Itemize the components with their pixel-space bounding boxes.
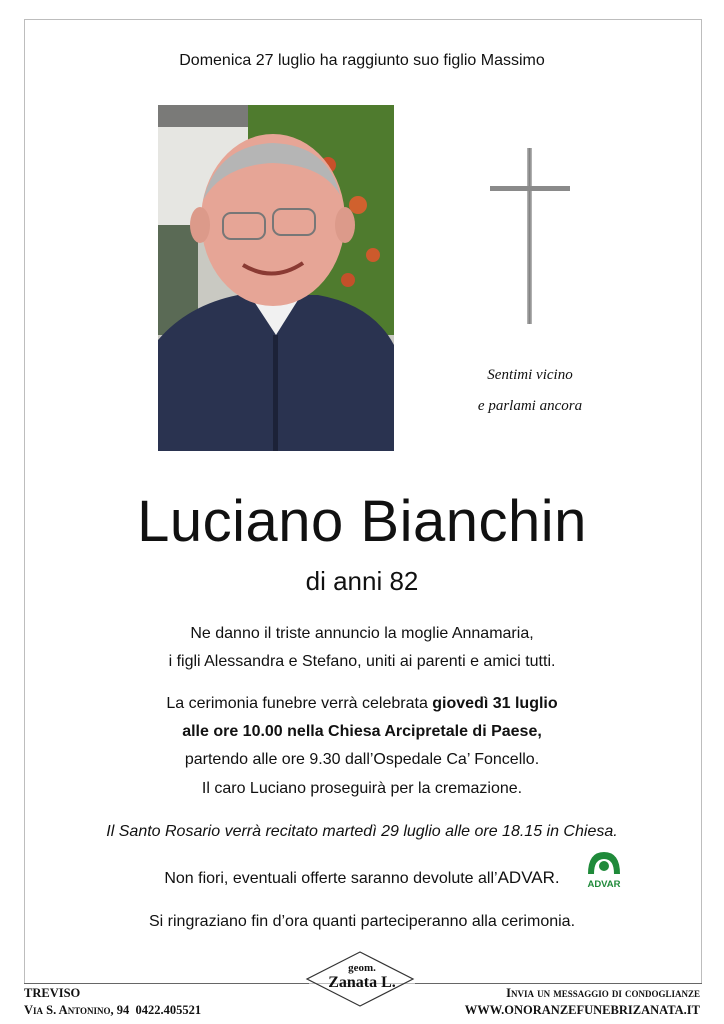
quote-line-2: e parlami ancora — [477, 398, 583, 414]
announcement-line-1: Ne danno il triste annuncio la moglie Annamaria, — [190, 625, 534, 642]
advar-name: ADVAR. — [497, 868, 560, 887]
ceremony-info — [0, 690, 724, 774]
thanks-text: Si ringraziano fin d’ora quanti parteciperanno alla cerimonia. — [148, 913, 576, 930]
quote — [430, 360, 630, 422]
age-text: di anni 82 — [305, 566, 419, 596]
rosary-text: Il Santo Rosario verrà recitato martedì 29 luglio alle ore 18.15 in Chiesa. — [106, 823, 618, 840]
ceremony-line-1-text: La cerimonia funebre verrà celebrata — [166, 695, 433, 712]
deceased-name: Luciano Bianchin — [137, 489, 587, 554]
advar-logo — [584, 848, 624, 890]
announcement — [0, 620, 724, 676]
ceremony-line-3: partendo alle ore 9.30 dall’Ospedale Ca’ Foncello. — [184, 751, 540, 768]
footer-condolences — [465, 985, 700, 1019]
ceremony-date: giovedì 31 luglio — [432, 695, 558, 712]
cremation-text: Il caro Luciano proseguirà per la cremazione. — [201, 780, 523, 797]
website-link[interactable]: WWW.ONORANZEFUNEBRIZANATA.IT — [464, 1003, 700, 1017]
portrait-photo — [158, 105, 394, 451]
footer-address-line — [24, 1002, 201, 1019]
ceremony-line-1 — [0, 690, 724, 718]
footer-city: TREVISO — [24, 986, 81, 1000]
logo-title: Zanata L. — [328, 974, 396, 991]
announcement-line-2: i figli Alessandra e Stefano, uniti ai parenti e amici tutti. — [168, 653, 556, 670]
quote-line-1: Sentimi vicino — [487, 367, 573, 383]
intro-text: Domenica 27 luglio ha raggiunto suo figlio Massimo — [179, 52, 545, 69]
condolence-text[interactable]: Invia un messaggio di condoglianze — [506, 986, 700, 1000]
cross-icon — [490, 148, 570, 324]
advar-logo-text: ADVAR — [587, 879, 621, 890]
footer-phone: 0422.405521 — [135, 1003, 202, 1017]
logo-title-small: geom. — [348, 962, 376, 974]
flowers-sentence: Non fiori, eventuali offerte saranno devolute all’ — [164, 870, 498, 887]
footer-street: Via S. Antonino, 94 — [24, 1003, 130, 1017]
ceremony-time-place: alle ore 10.00 nella Chiesa Arcipretale di Paese, — [182, 723, 542, 740]
ceremony-line-2 — [0, 718, 724, 746]
